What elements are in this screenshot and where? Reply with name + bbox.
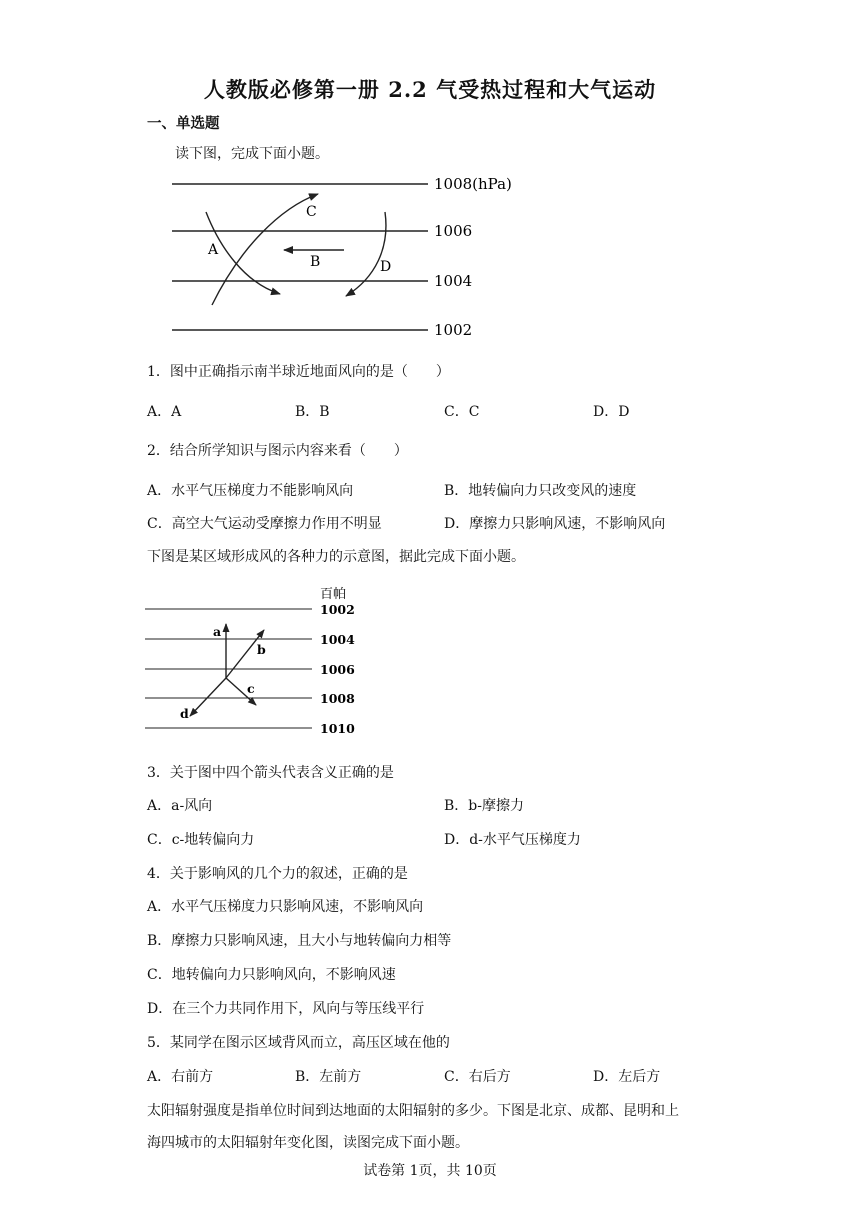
arrow-label-a: A — [208, 242, 219, 258]
page-title: 人教版必修第一册 2.2 气受热过程和大气运动 — [203, 77, 657, 102]
intro-text-3-line-2: 海四城市的太阳辐射年变化图，读图完成下面小题。 — [147, 1135, 469, 1151]
isobar-wind-figure-1 — [160, 168, 520, 344]
arrow-d — [346, 212, 386, 296]
isobar-label-1008: 1008(hPa) — [434, 175, 512, 193]
question-1-option-d[interactable]: D．D — [593, 404, 630, 420]
isobar-label-1004: 1004 — [434, 272, 473, 290]
isobar-label-1002: 1002 — [434, 321, 473, 339]
arrow-label-b: b — [257, 642, 266, 657]
arrow-label-c: c — [247, 681, 255, 696]
isobar-label-1008: 1008 — [320, 691, 355, 706]
question-3-stem: 3．关于图中四个箭头代表含义正确的是 — [147, 765, 394, 781]
question-3-option-c[interactable]: C．c-地转偏向力 — [147, 832, 255, 848]
question-2-option-d[interactable]: D．摩擦力只影响风速，不影响风向 — [444, 516, 666, 532]
question-2-option-b[interactable]: B．地转偏向力只改变风的速度 — [444, 483, 637, 499]
question-5-option-b[interactable]: B．左前方 — [295, 1069, 362, 1085]
isobar-label-1002: 1002 — [320, 602, 355, 617]
question-1-stem: 1．图中正确指示南半球近地面风向的是（ ） — [147, 364, 450, 380]
question-3-option-a[interactable]: A．a-风向 — [147, 798, 213, 814]
arrow-label-b: B — [310, 254, 321, 270]
arrow-d — [190, 678, 226, 716]
intro-text-3-line-1: 太阳辐射强度是指单位时间到达地面的太阳辐射的多少。下图是北京、成都、昆明和上 — [147, 1103, 679, 1119]
question-2-option-a[interactable]: A．水平气压梯度力不能影响风向 — [147, 483, 354, 499]
intro-text-2: 下图是某区域形成风的各种力的示意图，据此完成下面小题。 — [147, 549, 525, 565]
intro-text-1: 读下图，完成下面小题。 — [175, 146, 329, 162]
question-1-option-b[interactable]: B．B — [295, 404, 330, 420]
arrow-label-d: D — [380, 259, 392, 275]
isobar-label-1006: 1006 — [434, 222, 473, 240]
question-4-option-d[interactable]: D．在三个力共同作用下，风向与等压线平行 — [147, 1001, 425, 1017]
question-5-option-d[interactable]: D．左后方 — [593, 1069, 661, 1085]
question-4-option-c[interactable]: C．地转偏向力只影响风向，不影响风速 — [147, 967, 396, 983]
question-3-option-b[interactable]: B．b-摩擦力 — [444, 798, 524, 814]
question-4-option-a[interactable]: A．水平气压梯度力只影响风速，不影响风向 — [147, 899, 424, 915]
isobar-label-1010: 1010 — [320, 721, 355, 736]
unit-label: 百帕 — [320, 587, 347, 602]
page-footer: 试卷第 1页，共 10页 — [363, 1163, 497, 1179]
arrow-label-d: d — [180, 706, 189, 721]
question-3-option-d[interactable]: D．d-水平气压梯度力 — [444, 832, 581, 848]
question-1-option-a[interactable]: A．A — [147, 404, 182, 420]
question-5-stem: 5．某同学在图示区域背风而立，高压区域在他的 — [147, 1035, 450, 1051]
question-5-option-c[interactable]: C．右后方 — [444, 1069, 511, 1085]
question-2-stem: 2．结合所学知识与图示内容来看（ ） — [147, 443, 408, 459]
isobar-label-1004: 1004 — [320, 632, 355, 647]
isobar-label-1006: 1006 — [320, 662, 355, 677]
arrow-label-a: a — [213, 624, 222, 639]
question-4-option-b[interactable]: B．摩擦力只影响风速，且大小与地转偏向力相等 — [147, 933, 452, 949]
question-5-option-a[interactable]: A．右前方 — [147, 1069, 214, 1085]
question-1-option-c[interactable]: C．C — [444, 404, 480, 420]
section-heading: 一、单选题 — [147, 115, 220, 132]
arrow-label-c: C — [306, 204, 317, 220]
question-4-stem: 4．关于影响风的几个力的叙述，正确的是 — [147, 866, 408, 882]
question-2-option-c[interactable]: C．高空大气运动受摩擦力作用不明显 — [147, 516, 382, 532]
wind-forces-figure-2 — [140, 582, 370, 744]
